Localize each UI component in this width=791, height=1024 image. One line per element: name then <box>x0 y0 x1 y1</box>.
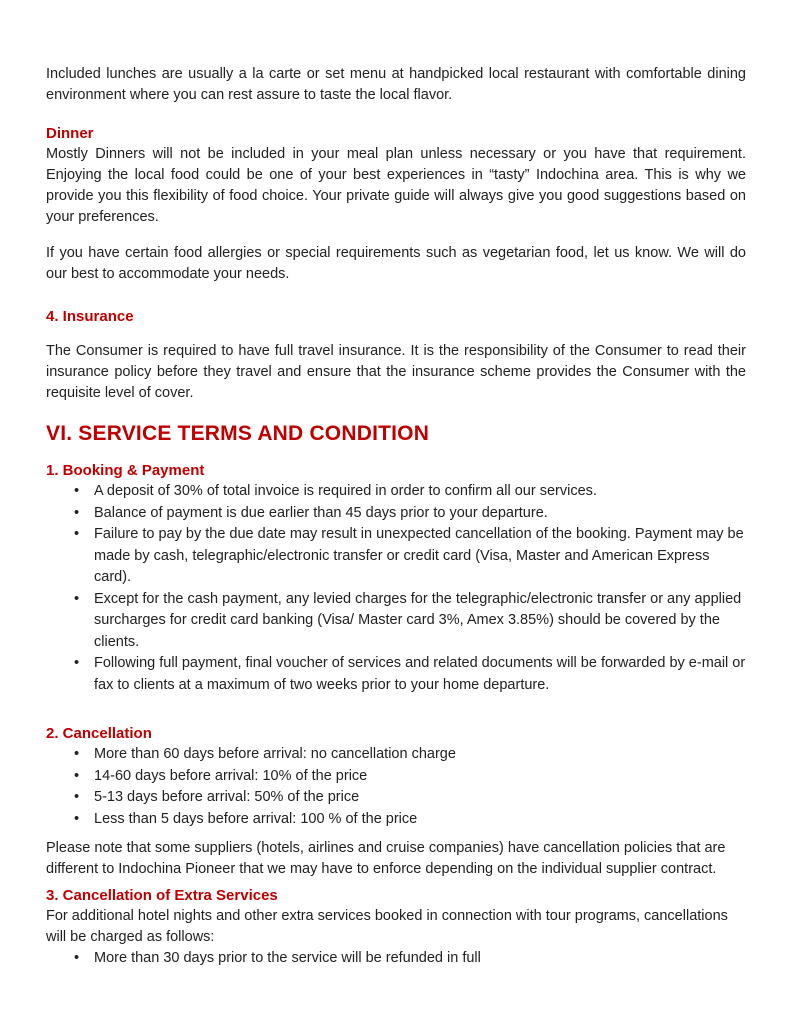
paragraph-suppliers: Please note that some suppliers (hotels, airlines and cruise companies) have cancellation policies that are different to Indochina Pioneer that we may have to enforce depending on the individual supplier contract. <box>46 840 726 877</box>
list-item: • More than 60 days before arrival: no cancellation charge <box>74 744 746 766</box>
list-item: • Failure to pay by the due date may result in unexpected cancellation of the booking. Payment may be made by cash, telegraphic/electronic transfer or credit card (Visa, Master and American Express card). <box>74 524 746 589</box>
paragraph-allergies: If you have certain food allergies or special requirements such as vegetarian food, let us know. We will do our best to accommodate your needs. <box>46 245 746 282</box>
list-item: • 5-13 days before arrival: 50% of the price <box>74 787 746 809</box>
paragraph-dinner: Mostly Dinners will not be included in your meal plan unless necessary or you have that requirement. Enjoying the local food could be one of your best experiences in “tasty” Indochina area. This is why we provide you this flexibility of food choice. Your private guide will always give you good suggestions based on your preferences. <box>46 146 746 225</box>
paragraph-insurance: The Consumer is required to have full travel insurance. It is the responsibility of the Consumer to read their insurance policy before they travel and ensure that the insurance scheme provides the Consumer with the requisite level of cover. <box>46 343 746 401</box>
paragraph-extra-services: For additional hotel nights and other extra services booked in connection with tour programs, cancellations will be charged as follows: <box>46 908 728 945</box>
heading-service-terms: VI. SERVICE TERMS AND CONDITION <box>46 422 430 445</box>
booking-payment-list <box>46 481 746 696</box>
heading-booking-payment: 1. Booking & Payment <box>46 462 205 479</box>
extra-services-list <box>46 948 746 970</box>
list-item: • More than 30 days prior to the service will be refunded in full <box>74 948 746 970</box>
cancellation-list <box>46 744 746 830</box>
heading-cancellation: 2. Cancellation <box>46 725 152 742</box>
list-item: • Except for the cash payment, any levied charges for the telegraphic/electronic transfer or any applied surcharges for credit card banking (Visa/ Master card 3%, Amex 3.85%) should be covered by the clients. <box>74 589 746 654</box>
list-item: • Balance of payment is due earlier than 45 days prior to your departure. <box>74 503 746 525</box>
paragraph-lunch: Included lunches are usually a la carte or set menu at handpicked local restaurant with comfortable dining environment where you can rest assure to taste the local flavor. <box>46 66 746 103</box>
heading-insurance: 4. Insurance <box>46 308 134 325</box>
list-item: • Less than 5 days before arrival: 100 % of the price <box>74 809 746 831</box>
list-item: • Following full payment, final voucher of services and related documents will be forwarded by e-mail or fax to clients at a maximum of two weeks prior to your home departure. <box>74 653 746 696</box>
heading-dinner: Dinner <box>46 125 94 142</box>
list-item: • 14-60 days before arrival: 10% of the price <box>74 766 746 788</box>
list-item: • A deposit of 30% of total invoice is required in order to confirm all our services. <box>74 481 746 503</box>
heading-extra-services: 3. Cancellation of Extra Services <box>46 887 278 904</box>
